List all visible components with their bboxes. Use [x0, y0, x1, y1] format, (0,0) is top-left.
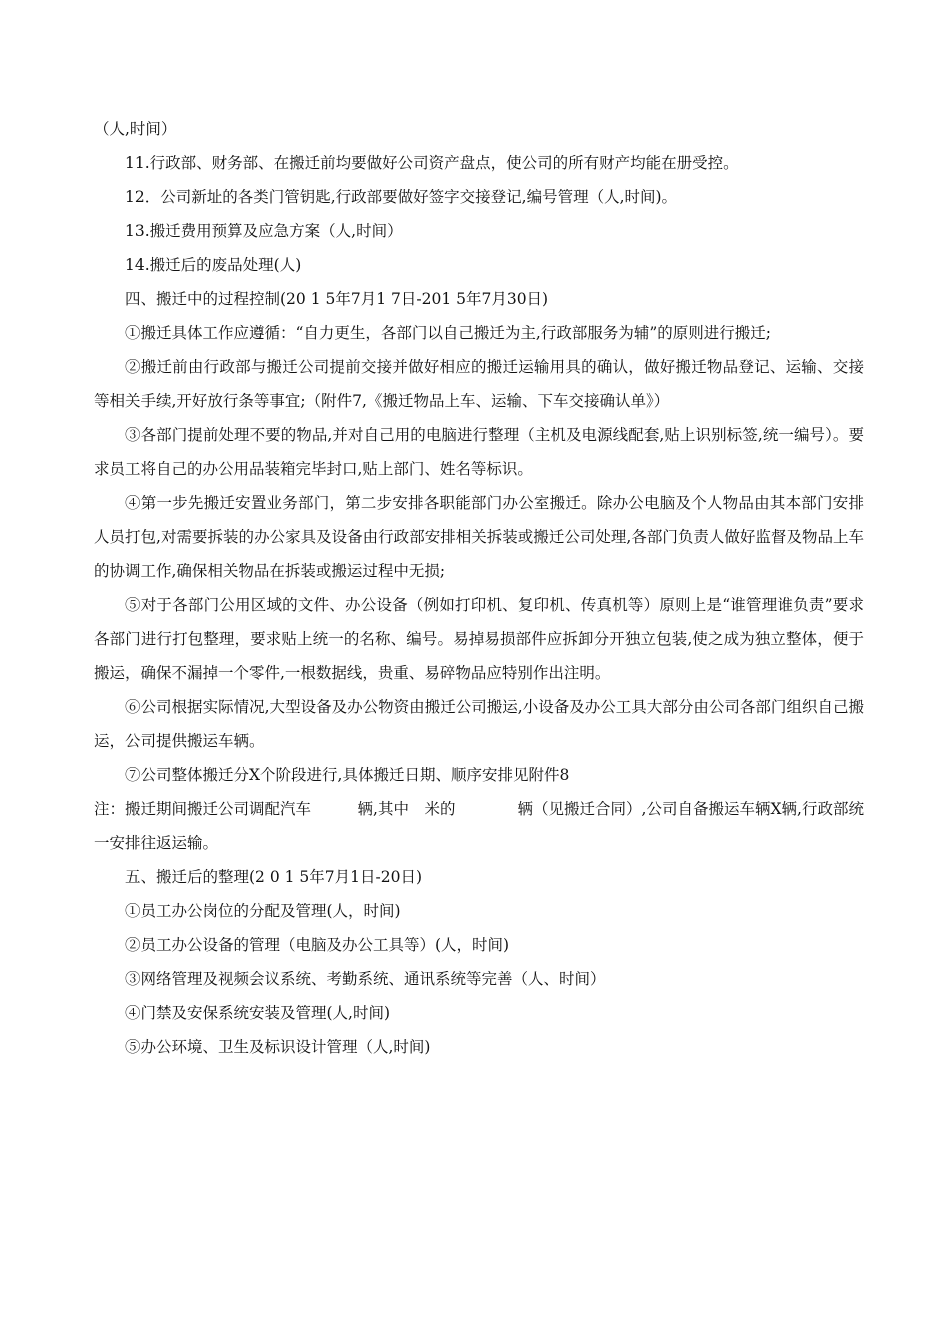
paragraph-7: ①搬迁具体工作应遵循：“自力更生，各部门以自己搬迁为主,行政部服务为辅”的原则进行搬迁; [125, 324, 772, 342]
paragraph-3: 12．公司新址的各类门管钥匙,行政部要做好签字交接登记,编号管理（人,时间)。 [125, 188, 678, 206]
paragraph-17: ②员工办公设备的管理（电脑及办公工具等）(人，时间) [125, 936, 510, 954]
paragraph-13: ⑦公司整体搬迁分X个阶段进行,具体搬迁日期、顺序安排见附件8 [125, 766, 570, 784]
paragraph-11: ⑤对于各部门公用区域的文件、办公设备（例如打印机、复印机、传真机等）原则上是“谁管理谁负责”要求各部门进行打包整理，要求贴上统一的名称、编号。易掉易损部件应拆卸分开独立包装,使之成为独立整体，便于搬运，确保不漏掉一个零件,一根数据线，贵重、易碎物品应特别作出注明。 [94, 596, 864, 682]
paragraph-16: ①员工办公岗位的分配及管理(人，时间) [125, 902, 401, 920]
paragraph-5: 14.搬迁后的废品处理(人) [125, 256, 302, 274]
section-heading-5: 五、搬迁后的整理(2 0 1 5年7月1日-20日) [125, 868, 423, 886]
paragraph-18: ③网络管理及视频会议系统、考勤系统、通讯系统等完善（人、时间） [125, 970, 606, 988]
paragraph-8: ②搬迁前由行政部与搬迁公司提前交接并做好相应的搬迁运输用具的确认，做好搬迁物品登记、运输、交接等相关手续,开好放行条等事宜;（附件7,《搬迁物品上车、运输、下车交接确认单》） [94, 358, 864, 410]
section-heading-4: 四、搬迁中的过程控制(20 1 5年7月1 7日-201 5年7月30日) [125, 290, 549, 308]
paragraph-9: ③各部门提前处理不要的物品,并对自己用的电脑进行整理（主机及电源线配套,贴上识别标签,统一编号）。要求员工将自己的办公用品装箱完毕封口,贴上部门、姓名等标识。 [94, 426, 864, 478]
paragraph-2: 11.行政部、财务部、在搬迁前均要做好公司资产盘点，使公司的所有财产均能在册受控。 [125, 154, 739, 172]
paragraph-20: ⑤办公环境、卫生及标识设计管理（人,时间) [125, 1038, 431, 1056]
note-paragraph: 注：搬迁期间搬迁公司调配汽车 辆,其中 米的 辆（见搬迁合同）,公司自备搬运车辆X辆,行政部统一安排往返运输。 [94, 800, 864, 852]
paragraph-12: ⑥公司根据实际情况,大型设备及办公物资由搬迁公司搬运,小设备及办公工具大部分由公司各部门组织自己搬运，公司提供搬运车辆。 [94, 698, 864, 750]
paragraph-4: 13.搬迁费用预算及应急方案（人,时间） [125, 222, 403, 240]
document-body [94, 112, 864, 1064]
paragraph-1: （人,时间） [94, 120, 177, 138]
paragraph-10: ④第一步先搬迁安置业务部门，第二步安排各职能部门办公室搬迁。除办公电脑及个人物品由其本部门安排人员打包,对需要拆装的办公家具及设备由行政部安排相关拆装或搬迁公司处理,各部门负责人做好监督及物品上车的协调工作,确保相关物品在拆装或搬运过程中无损; [94, 494, 864, 580]
paragraph-19: ④门禁及安保系统安装及管理(人,时间) [125, 1004, 391, 1022]
